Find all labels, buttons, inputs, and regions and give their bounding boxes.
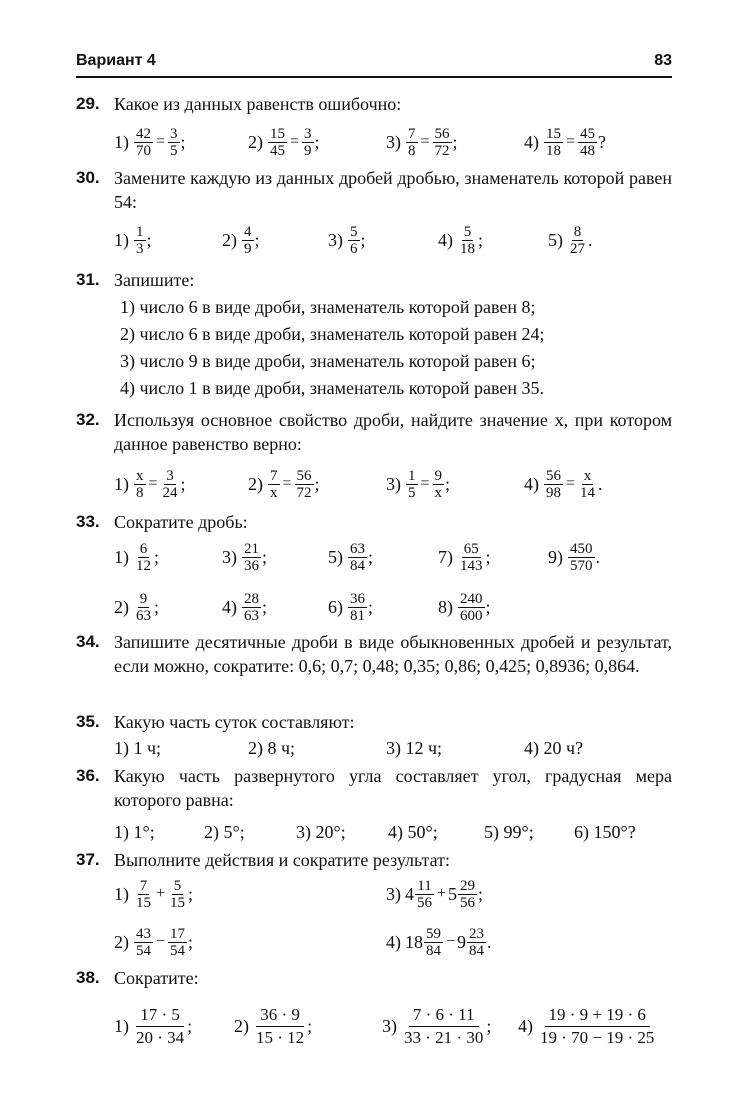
expression-row [114, 922, 672, 962]
numerator: 8 [573, 223, 582, 240]
numerator: 7 [408, 125, 416, 142]
problem-34 [76, 630, 672, 710]
numerator: 56 [296, 467, 312, 484]
option: 3) 12 ч; [386, 738, 443, 758]
punctuation: ? [598, 132, 607, 152]
numerator: 19 · 9 + 19 · 6 [545, 1004, 650, 1027]
math-item [222, 588, 267, 626]
math-item [438, 538, 491, 576]
numerator: 59 [426, 925, 441, 942]
option: 3) 20°; [296, 822, 346, 842]
math-item [222, 538, 267, 576]
fraction [268, 126, 287, 159]
item-label: 6) [328, 597, 343, 617]
item-label: 2) [248, 132, 263, 152]
answer-row [114, 820, 672, 844]
denominator: 84 [469, 942, 485, 959]
item-label: 4) [518, 1016, 533, 1036]
fraction-row [114, 588, 672, 626]
fraction [402, 1004, 485, 1049]
numerator: 17 [170, 925, 186, 942]
whole-part: 4 [405, 884, 414, 904]
punctuation: ; [314, 474, 320, 494]
denominator: x [270, 484, 278, 501]
fraction [458, 541, 485, 574]
problem-number: 32. [76, 410, 100, 429]
punctuation: ; [360, 230, 366, 250]
denominator: 48 [580, 142, 596, 159]
math-item [438, 222, 483, 258]
punctuation: ; [187, 1016, 193, 1036]
item-label: 5) [328, 547, 343, 567]
numerator: 23 [469, 925, 485, 942]
fraction [415, 878, 434, 911]
numerator: 17 · 5 [136, 1004, 184, 1027]
denominator: 70 [136, 142, 151, 159]
option: 5) 99°; [484, 822, 534, 842]
fraction [242, 541, 261, 574]
math-item [328, 588, 373, 626]
denominator: 36 [244, 557, 259, 574]
numerator: 3 [170, 125, 178, 142]
item-label: 1) [114, 230, 129, 250]
item-label: 4) [386, 932, 401, 952]
item-label: 8) [438, 597, 453, 617]
fraction [168, 926, 187, 959]
denominator: 143 [460, 557, 483, 574]
numerator: 450 [570, 540, 593, 557]
equals-sign: = [420, 133, 430, 150]
punctuation: ; [314, 132, 320, 152]
equals-sign: = [290, 133, 300, 150]
item-label: 1) [114, 547, 129, 567]
fraction [458, 224, 477, 257]
problem-33 [76, 510, 672, 630]
fraction [134, 541, 153, 574]
fraction [458, 591, 485, 624]
numerator: 28 [244, 590, 259, 607]
equals-sign: = [282, 475, 292, 492]
denominator: 56 [417, 894, 432, 911]
punctuation: ; [368, 597, 374, 617]
problem-30 [76, 166, 672, 266]
item-label: 2) [114, 597, 129, 617]
denominator: 5 [170, 142, 178, 159]
math-item [114, 222, 152, 258]
fraction [254, 1004, 306, 1049]
numerator: 21 [244, 540, 259, 557]
math-item [548, 222, 593, 258]
denominator: 570 [570, 557, 593, 574]
variant-title: Вариант 4 [76, 52, 156, 69]
punctuation: ; [154, 597, 160, 617]
problem-38 [76, 966, 672, 1066]
fraction [134, 591, 153, 624]
math-item [328, 222, 366, 258]
denominator: 84 [426, 942, 441, 959]
problem-number: 36. [76, 766, 100, 785]
denominator: 8 [136, 484, 144, 501]
equals-sign: = [566, 133, 576, 150]
punctuation: ; [485, 547, 491, 567]
numerator: 240 [460, 590, 483, 607]
fraction [134, 1004, 186, 1049]
numerator: 29 [460, 877, 476, 894]
denominator: 54 [170, 942, 186, 959]
equals-sign: = [420, 475, 430, 492]
numerator: 1 [136, 223, 144, 240]
fraction [134, 468, 146, 501]
math-item [386, 874, 483, 914]
problem-31 [76, 268, 672, 408]
problem-29 [76, 92, 672, 162]
numerator: 42 [136, 125, 151, 142]
item-label: 1) [114, 884, 129, 904]
denominator: 15 [170, 894, 186, 911]
option: 2) 8 ч; [248, 738, 296, 758]
fraction [544, 126, 563, 159]
numerator: 11 [417, 877, 432, 894]
numerator: 9 [139, 590, 148, 607]
punctuation: ; [146, 230, 152, 250]
item-label: 1) [114, 474, 129, 494]
problem-number: 31. [76, 270, 100, 289]
numerator: x [136, 467, 144, 484]
denominator: 56 [460, 894, 476, 911]
option: 1) 1 ч; [114, 738, 162, 758]
equation-row [114, 466, 672, 502]
numerator: 5 [350, 223, 358, 240]
math-item [114, 1000, 192, 1052]
equation-row [114, 124, 672, 160]
item-label: 1) [114, 132, 129, 152]
math-item [386, 466, 450, 502]
math-item [548, 538, 600, 576]
problem-number: 30. [76, 168, 100, 187]
math-item [438, 588, 491, 626]
problem-text: Запишите десятичные дроби в виде обыкновенных дробей и результат, если можно, сократите: 0,6; 0,7; 0,48; 0,35; 0,86; 0,425; 0,8936; 0,864. [114, 632, 672, 676]
denominator: 9 [244, 240, 252, 257]
math-item [524, 466, 603, 502]
whole-part: 5 [448, 884, 458, 904]
problem-number: 38. [76, 968, 100, 987]
punctuation: ; [188, 884, 194, 904]
numerator: 5 [173, 877, 182, 894]
fraction [168, 126, 180, 159]
problem-text: Сократите дробь: [114, 512, 248, 532]
option: 2) 5°; [204, 822, 245, 842]
denominator: 54 [136, 942, 151, 959]
operator: + [437, 885, 447, 902]
item-label: 4) [438, 230, 453, 250]
numerator: 56 [546, 467, 561, 484]
punctuation: ; [254, 230, 260, 250]
operator: + [156, 885, 166, 902]
punctuation: ; [154, 547, 160, 567]
item-label: 2) [222, 230, 237, 250]
problem-32 [76, 408, 672, 508]
denominator: 18 [460, 240, 475, 257]
fraction [458, 878, 477, 911]
math-item [114, 588, 159, 626]
math-item [518, 1000, 657, 1052]
punctuation: ; [478, 230, 484, 250]
page-header [76, 50, 672, 78]
denominator: 18 [546, 142, 561, 159]
denominator: 27 [570, 240, 585, 257]
punctuation: ; [485, 597, 491, 617]
numerator: 5 [463, 223, 472, 240]
task-line: 4) число 1 в виде дроби, знаменатель которой равен 35. [120, 378, 545, 398]
fraction [348, 224, 360, 257]
math-item [234, 1000, 312, 1052]
equals-sign: = [148, 475, 158, 492]
numerator: 56 [434, 125, 450, 142]
punctuation: ; [486, 1016, 492, 1036]
item-label: 4) [524, 474, 539, 494]
option: 4) 50°; [388, 822, 438, 842]
math-item [114, 874, 193, 914]
numerator: 7 [270, 467, 278, 484]
fraction-row [114, 538, 672, 576]
denominator: 9 [304, 142, 312, 159]
fraction [134, 926, 153, 959]
math-item [114, 922, 193, 962]
denominator: 6 [350, 240, 358, 257]
item-label: 3) [386, 884, 401, 904]
fraction [568, 224, 587, 257]
fraction [134, 126, 153, 159]
denominator: 63 [136, 607, 151, 624]
math-item [382, 1000, 491, 1052]
denominator: 84 [350, 557, 365, 574]
denominator: 20 · 34 [136, 1027, 185, 1047]
denominator: 12 [136, 557, 151, 574]
equals-sign: = [156, 133, 166, 150]
problem-text: Выполните действия и сократите результат: [114, 850, 451, 870]
item-label: 3) [386, 132, 401, 152]
numerator: 9 [434, 467, 443, 484]
numerator: 7 [139, 877, 148, 894]
task-line: 3) число 9 в виде дроби, знаменатель которой равен 6; [120, 351, 536, 371]
punctuation: ; [188, 932, 194, 952]
whole-part: 18 [405, 932, 423, 952]
denominator: 72 [296, 484, 312, 501]
denominator: 33 · 21 · 30 [404, 1027, 484, 1047]
numerator: 3 [166, 467, 174, 484]
whole-part: 9 [457, 932, 467, 952]
fraction [406, 468, 418, 501]
numerator: 6 [139, 540, 148, 557]
fraction [168, 878, 187, 911]
fraction [424, 926, 443, 959]
math-item [222, 222, 260, 258]
denominator: 98 [546, 484, 561, 501]
item-label: 3) [222, 547, 237, 567]
item-label: 3) [328, 230, 343, 250]
problem-text: Какую часть развернутого угла составляет угол, градусная мера которого равна: [114, 766, 672, 810]
item-label: 2) [234, 1016, 249, 1036]
punctuation: ; [368, 547, 374, 567]
fraction [578, 126, 597, 159]
numerator: 65 [463, 540, 479, 557]
denominator: 8 [408, 142, 416, 159]
fraction [467, 926, 486, 959]
punctuation: . [487, 932, 492, 952]
problem-36 [76, 764, 672, 848]
problem-number: 33. [76, 512, 100, 531]
expression-row [114, 874, 672, 914]
denominator: 63 [244, 607, 259, 624]
item-label: 5) [548, 230, 563, 250]
math-item [114, 466, 186, 502]
numerator: 63 [350, 540, 365, 557]
item-label: 3) [382, 1016, 397, 1036]
fraction [578, 468, 597, 501]
numerator: 15 [546, 125, 561, 142]
denominator: 72 [434, 142, 450, 159]
operator: − [446, 933, 456, 950]
item-label: 2) [248, 474, 263, 494]
math-item [114, 124, 186, 160]
denominator: 3 [136, 240, 144, 257]
expression-row [114, 1000, 672, 1052]
fraction [348, 591, 367, 624]
task-line: 1) число 6 в виде дроби, знаменатель которой равен 8; [120, 297, 536, 317]
numerator: x [583, 467, 592, 484]
item-label: 3) [386, 474, 401, 494]
equals-sign: = [566, 475, 576, 492]
punctuation: ; [307, 1016, 313, 1036]
problem-number: 34. [76, 632, 100, 651]
punctuation: . [595, 547, 600, 567]
punctuation: ; [262, 597, 268, 617]
fraction [161, 468, 180, 501]
numerator: 15 [270, 125, 285, 142]
fraction [433, 468, 445, 501]
problem-text: Запишите: [114, 270, 195, 290]
numerator: 4 [244, 223, 252, 240]
numerator: 36 · 9 [256, 1004, 304, 1027]
option: 1) 1°; [114, 822, 155, 842]
math-item [386, 124, 458, 160]
numerator: 36 [350, 590, 365, 607]
punctuation: . [598, 474, 603, 494]
fraction [242, 591, 261, 624]
numerator: 43 [136, 925, 151, 942]
item-label: 9) [548, 547, 563, 567]
fraction [433, 126, 452, 159]
fraction [134, 224, 146, 257]
fraction-row [114, 222, 672, 258]
page-number: 83 [654, 52, 672, 69]
fraction [242, 224, 254, 257]
fraction [568, 541, 595, 574]
math-item [248, 124, 320, 160]
punctuation: ; [445, 474, 451, 494]
problem-text: Какое из данных равенств ошибочно: [114, 94, 402, 114]
problem-35 [76, 710, 672, 766]
math-item [524, 124, 606, 160]
denominator: 600 [460, 607, 483, 624]
option: 4) 20 ч? [524, 738, 584, 758]
answer-row [114, 736, 672, 760]
fraction [406, 126, 418, 159]
problem-text: Сократите: [114, 968, 199, 988]
math-item [248, 466, 320, 502]
task-line: 2) число 6 в виде дроби, знаменатель которой равен 24; [120, 324, 545, 344]
denominator: 15 · 12 [256, 1027, 305, 1047]
punctuation: . [588, 230, 593, 250]
fraction [268, 468, 280, 501]
problem-number: 37. [76, 850, 100, 869]
denominator: 19 · 70 − 19 · 25 [540, 1027, 655, 1047]
math-item [386, 922, 492, 962]
math-item [328, 538, 373, 576]
numerator: 1 [408, 467, 416, 484]
fraction [348, 541, 367, 574]
item-label: 2) [114, 932, 129, 952]
math-item [114, 538, 159, 576]
fraction [538, 1004, 656, 1049]
punctuation: ; [180, 474, 186, 494]
punctuation: ; [478, 884, 484, 904]
problem-text: Какую часть суток составляют: [114, 712, 355, 732]
fraction [302, 126, 314, 159]
problem-text: Используя основное свойство дроби, найдите значение x, при котором данное равенство верно: [114, 410, 672, 454]
fraction [295, 468, 314, 501]
item-label: 1) [114, 1016, 129, 1036]
denominator: 15 [136, 894, 151, 911]
denominator: 24 [162, 484, 178, 501]
option: 6) 150°? [574, 822, 636, 842]
numerator: 7 · 6 · 11 [409, 1004, 479, 1027]
denominator: 81 [350, 607, 365, 624]
item-label: 4) [524, 132, 539, 152]
item-label: 7) [438, 547, 453, 567]
punctuation: ; [262, 547, 268, 567]
denominator: 45 [270, 142, 285, 159]
numerator: 45 [580, 125, 596, 142]
numerator: 3 [304, 125, 312, 142]
item-label: 4) [222, 597, 237, 617]
problem-text: Замените каждую из данных дробей дробью, знаменатель которой равен 54: [114, 168, 672, 212]
problem-37 [76, 848, 672, 964]
denominator: 5 [408, 484, 416, 501]
punctuation: ; [180, 132, 186, 152]
problem-number: 29. [76, 94, 100, 113]
denominator: 14 [580, 484, 596, 501]
punctuation: ; [452, 132, 458, 152]
fraction [544, 468, 563, 501]
denominator: x [434, 484, 443, 501]
problem-number: 35. [76, 712, 100, 731]
fraction [134, 878, 153, 911]
operator: − [156, 933, 166, 950]
